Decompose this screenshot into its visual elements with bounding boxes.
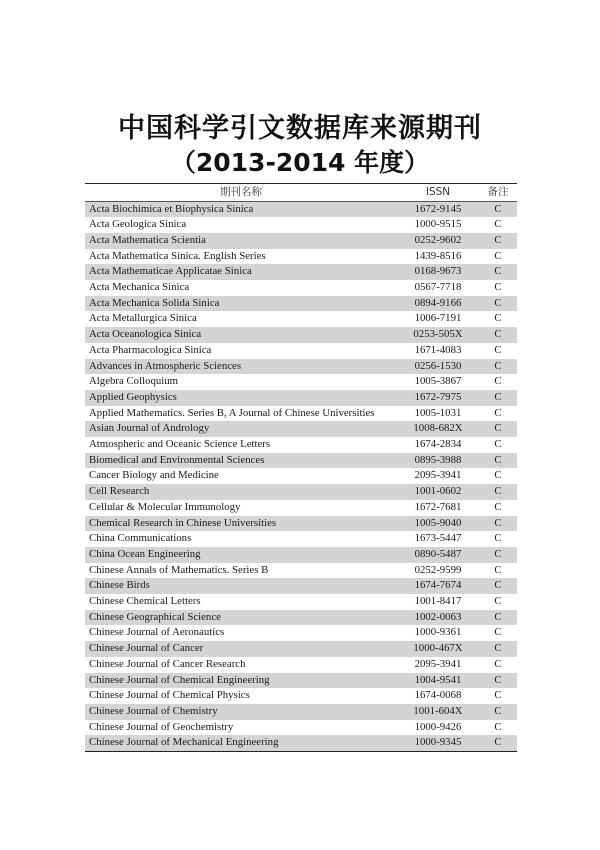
note: C xyxy=(494,328,502,341)
table-row xyxy=(85,547,517,563)
table-row xyxy=(85,374,517,390)
issn: 0168-9673 xyxy=(414,265,462,278)
table-row xyxy=(85,468,517,484)
table-row xyxy=(85,327,517,343)
issn: 0894-9166 xyxy=(414,296,462,309)
journal-name: Chinese Journal of Chemistry xyxy=(89,705,218,717)
note: C xyxy=(494,500,502,513)
journal-name: Chinese Journal of Aeronautics xyxy=(89,626,225,639)
issn: 1439-8516 xyxy=(414,249,462,262)
note: C xyxy=(494,390,502,403)
journal-name: Acta Metallurgica Sinica xyxy=(89,312,197,325)
table-row xyxy=(85,688,517,704)
table-row xyxy=(85,531,517,547)
issn: 1004-9541 xyxy=(414,673,462,686)
note: C xyxy=(494,595,502,608)
page-subtitle-years: （2013-2014 年度） xyxy=(170,148,430,177)
table-row xyxy=(85,233,517,249)
journal-name: Acta Mathematicae Applicatae Sinica xyxy=(89,265,252,278)
note: C xyxy=(494,689,502,702)
journal-name: Atmospheric and Oceanic Science Letters xyxy=(89,438,271,451)
journal-name: Acta Oceanologica Sinica xyxy=(89,328,202,341)
issn: 0252-9602 xyxy=(414,233,462,246)
journal-name: Acta Mathematica Scientia xyxy=(89,233,206,246)
journal-name: Acta Biochimica et Biophysica Sinica xyxy=(89,202,254,215)
note: C xyxy=(494,265,502,278)
journal-name: Chinese Journal of Geochemistry xyxy=(89,720,234,733)
journal-name: Chinese Journal of Chemical Physics xyxy=(89,689,250,702)
issn: 0895-3988 xyxy=(414,453,462,466)
issn: 1001-604X xyxy=(413,705,463,717)
journal-name: Applied Mathematics. Series B, A Journal of Chinese Universities xyxy=(89,406,375,419)
issn: 1674-0068 xyxy=(414,689,462,702)
table-row xyxy=(85,625,517,641)
journal-name: Chinese Birds xyxy=(89,579,150,592)
table-row xyxy=(85,657,517,673)
journal-name: Chinese Journal of Cancer xyxy=(89,642,204,655)
table-row xyxy=(85,500,517,516)
journal-name: Acta Geologica Sinica xyxy=(89,218,187,231)
note: C xyxy=(494,233,502,246)
table-row xyxy=(85,673,517,689)
issn: 1006-7191 xyxy=(414,312,462,325)
note: C xyxy=(494,705,502,717)
issn: 2095-3941 xyxy=(414,657,462,670)
table-row xyxy=(85,720,517,736)
note: C xyxy=(494,485,502,498)
table-row xyxy=(85,202,517,218)
journal-name: Acta Mathematica Sinica. English Series xyxy=(89,249,266,262)
header-issn: ISSN xyxy=(425,186,451,198)
issn: 1005-9040 xyxy=(414,516,462,529)
note: C xyxy=(494,202,502,215)
table-body xyxy=(85,202,517,752)
note: C xyxy=(494,218,502,231)
note: C xyxy=(494,249,502,262)
table-row xyxy=(85,421,517,437)
issn: 1005-1031 xyxy=(414,406,462,419)
table-row xyxy=(85,264,517,280)
journal-name: Asian Journal of Andrology xyxy=(89,422,210,435)
journal-name: Acta Pharmacologica Sinica xyxy=(89,343,212,356)
table-row xyxy=(85,735,517,751)
note: C xyxy=(494,469,502,482)
note: C xyxy=(494,532,502,545)
table-row xyxy=(85,484,517,500)
issn: 1000-9515 xyxy=(414,218,462,231)
table-row xyxy=(85,343,517,359)
journal-name: Cell Research xyxy=(89,485,150,498)
table-row xyxy=(85,704,517,720)
note: C xyxy=(494,453,502,466)
header-note: 备注 xyxy=(487,186,509,198)
note: C xyxy=(494,406,502,419)
issn: 1001-0602 xyxy=(414,485,462,498)
table-row xyxy=(85,217,517,233)
note: C xyxy=(494,626,502,639)
note: C xyxy=(494,296,502,309)
journal-name: Chinese Geographical Science xyxy=(89,610,221,623)
journal-name: Chinese Chemical Letters xyxy=(89,595,201,608)
note: C xyxy=(494,736,502,749)
note: C xyxy=(494,281,502,294)
note: C xyxy=(494,516,502,529)
issn: 0567-7718 xyxy=(414,281,462,294)
note: C xyxy=(494,642,502,655)
table-row xyxy=(85,578,517,594)
table-row xyxy=(85,280,517,296)
issn: 0252-9599 xyxy=(414,563,462,576)
journal-name: Applied Geophysics xyxy=(89,390,177,403)
note: C xyxy=(494,720,502,733)
header-journal-name: 期刊名称 xyxy=(220,186,262,198)
issn: 2095-3941 xyxy=(414,469,462,482)
issn: 1001-8417 xyxy=(414,595,462,608)
table-row xyxy=(85,311,517,327)
journal-name: Advances in Atmospheric Sciences xyxy=(89,359,242,372)
journal-name: Chinese Annals of Mathematics. Series B xyxy=(89,563,269,576)
table-row xyxy=(85,390,517,406)
table-row xyxy=(85,563,517,579)
note: C xyxy=(494,312,502,325)
issn: 0890-5487 xyxy=(414,547,462,560)
journal-name: Biomedical and Environmental Sciences xyxy=(89,453,265,466)
issn: 0256-1530 xyxy=(414,359,462,372)
issn: 1000-9426 xyxy=(414,720,462,733)
table-row xyxy=(85,516,517,532)
note: C xyxy=(494,422,502,435)
journal-name: China Communications xyxy=(89,532,192,545)
issn: 1671-4083 xyxy=(414,343,462,356)
note: C xyxy=(494,547,502,560)
table-row xyxy=(85,641,517,657)
table-row xyxy=(85,453,517,469)
issn: 1674-7674 xyxy=(414,579,462,592)
issn: 1000-9345 xyxy=(414,736,462,749)
table-row xyxy=(85,296,517,312)
journal-name: China Ocean Engineering xyxy=(89,547,201,560)
note: C xyxy=(494,563,502,576)
issn: 0253-505X xyxy=(413,328,463,341)
issn: 1672-7681 xyxy=(414,500,462,513)
note: C xyxy=(494,343,502,356)
table-row xyxy=(85,610,517,626)
note: C xyxy=(494,438,502,451)
table-row xyxy=(85,249,517,265)
note: C xyxy=(494,359,502,372)
journal-name: Chinese Journal of Mechanical Engineering xyxy=(89,736,279,749)
journal-name: Algebra Colloquium xyxy=(89,375,179,388)
note: C xyxy=(494,610,502,623)
note: C xyxy=(494,657,502,670)
issn: 1673-5447 xyxy=(414,532,462,545)
issn: 1002-0063 xyxy=(414,610,462,623)
issn: 1672-9145 xyxy=(414,202,462,215)
issn: 1005-3867 xyxy=(414,375,462,388)
journal-name: Cancer Biology and Medicine xyxy=(89,469,219,482)
table-row xyxy=(85,406,517,422)
journal-name: Acta Mechanica Solida Sinica xyxy=(89,296,220,309)
table-row xyxy=(85,594,517,610)
table-header xyxy=(85,184,517,202)
table-row xyxy=(85,437,517,453)
issn: 1674-2834 xyxy=(414,438,462,451)
page-title: 中国科学引文数据库来源期刊 xyxy=(118,113,482,144)
issn: 1000-467X xyxy=(413,642,463,655)
note: C xyxy=(494,375,502,388)
journal-name: Acta Mechanica Sinica xyxy=(89,281,190,294)
issn: 1008-682X xyxy=(413,422,463,435)
note: C xyxy=(494,673,502,686)
journal-name: Chinese Journal of Chemical Engineering xyxy=(89,673,270,686)
journal-name: Chemical Research in Chinese Universities xyxy=(89,516,277,529)
journal-name: Chinese Journal of Cancer Research xyxy=(89,657,246,670)
table-row xyxy=(85,359,517,375)
issn: 1672-7975 xyxy=(414,390,462,403)
journal-name: Cellular & Molecular Immunology xyxy=(89,500,241,513)
issn: 1000-9361 xyxy=(414,626,462,639)
note: C xyxy=(494,579,502,592)
journal-table xyxy=(85,183,517,752)
